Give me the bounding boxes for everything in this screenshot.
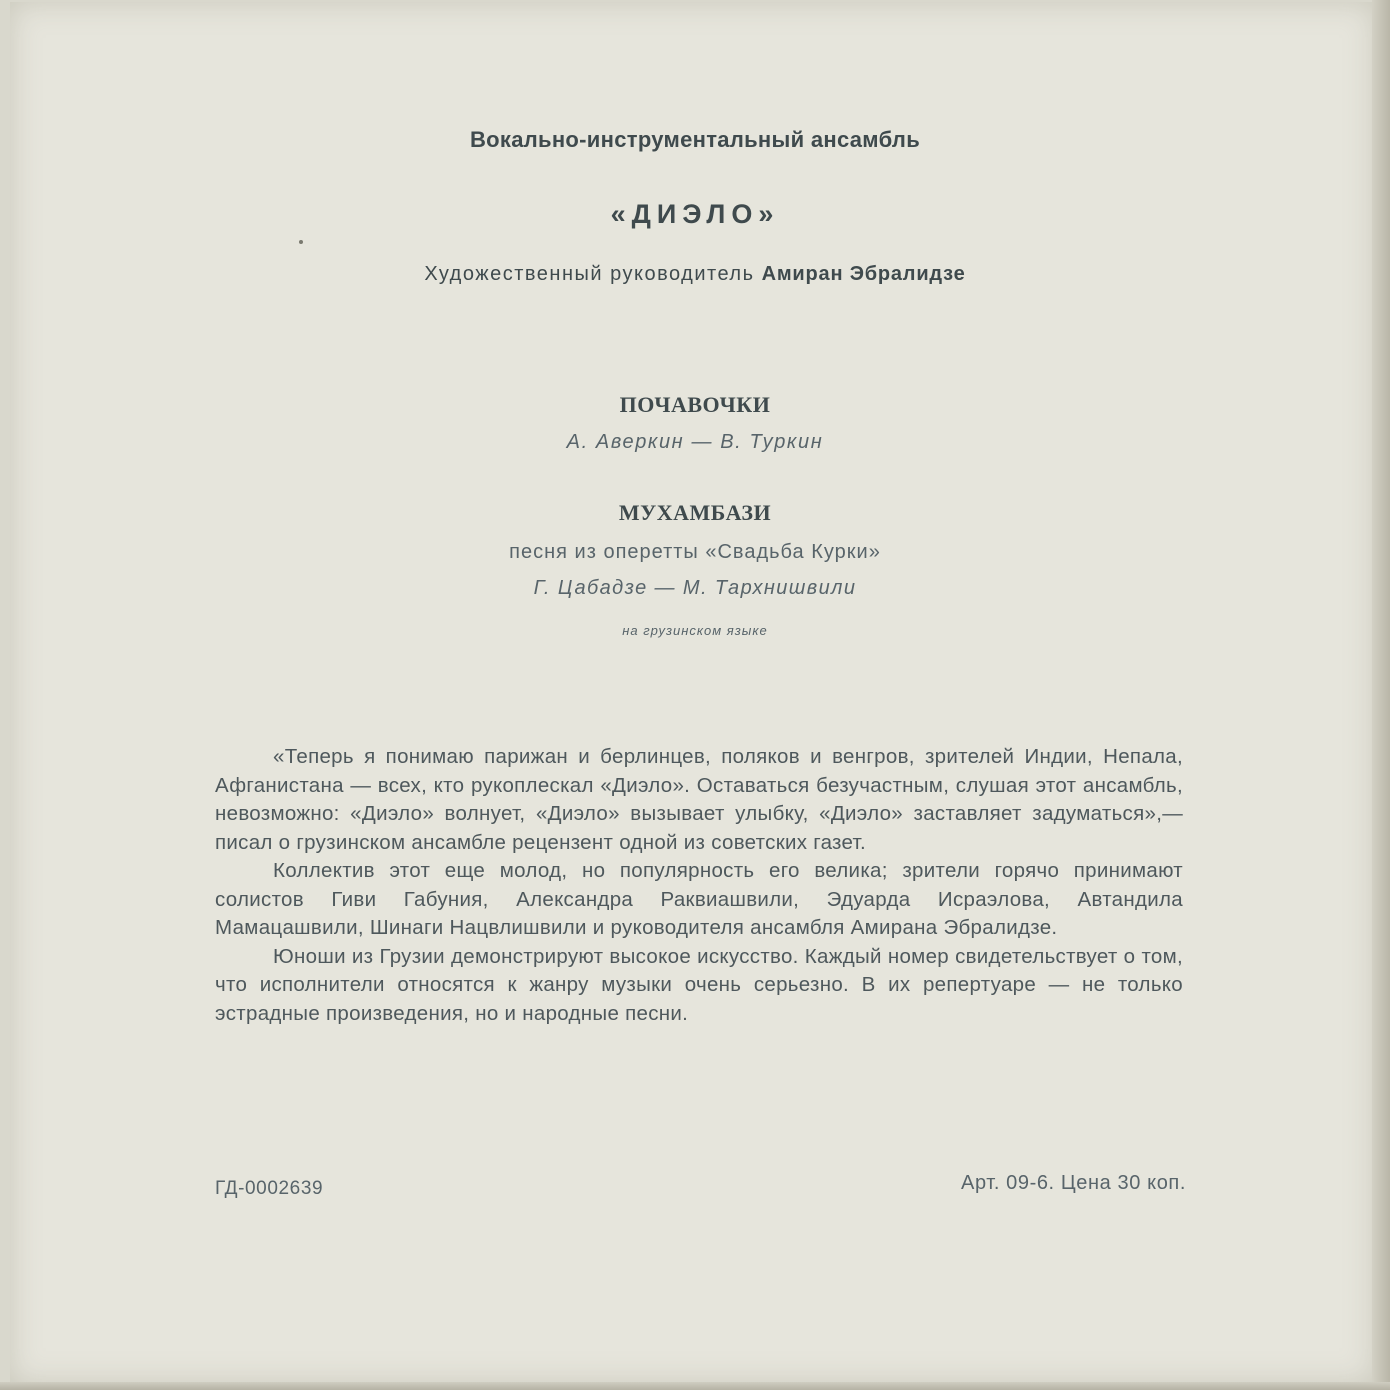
director-name: Амиран Эбралидзе <box>761 263 966 285</box>
band-name: «ДИЭЛО» <box>610 199 780 229</box>
song-2-subtitle: песня из оперетты «Свадьба Курки» <box>509 541 881 563</box>
song-2-authors: Г. Цабадзе — М. Тархнишвили <box>533 577 857 599</box>
song-2-language: на грузинском языке <box>622 623 768 638</box>
paper-speck <box>299 240 303 244</box>
sleeve-bottom-edge <box>0 1382 1390 1390</box>
director-label: Художественный руководитель <box>424 263 755 285</box>
review-paragraph: Юноши из Грузии демонстрируют высокое искусство. Каждый номер свидетельствует о том, что исполнители относятся к жанру музыки очень серьезно. В их репертуаре — не только эстрадные произведения, но и народные песни. <box>215 944 1183 1025</box>
song-2-title: МУХАМБАЗИ <box>618 500 772 525</box>
song-1-title: ПОЧАВОЧКИ <box>619 392 771 417</box>
review-text <box>215 743 1183 1028</box>
price-label: Арт. 09-6. Цена 30 коп. <box>961 1172 1186 1194</box>
director-credit <box>0 263 1390 286</box>
review-paragraph: Коллектив этот еще молод, но популярность его велика; зрители горячо принимают солистов Гиви Габуния, Александра Раквиашвили, Эдуарда Исраэлова, Автандила Мамацашвили, Шинаги Нацвлишвили и руководителя ансамбля Амирана Эбралидзе. <box>215 859 1183 939</box>
review-paragraph: «Теперь я понимаю парижан и берлинцев, поляков и венгров, зрителей Индии, Непала, Афганистана — всех, кто рукоплескал «Диэло». Оставаться безучастным, слушая этот ансамбль, невозможно: «Диэло» волнует, «Диэло» вызывает улыбку, «Диэло» заставляет задуматься»,— писал о грузинском ансамбле рецензент одной из советских газет. <box>215 745 1183 854</box>
ensemble-type: Вокально-инструментальный ансамбль <box>469 127 921 152</box>
song-1-authors: А. Аверкин — В. Туркин <box>566 431 824 453</box>
catalog-code: ГД-0002639 <box>215 1178 324 1199</box>
